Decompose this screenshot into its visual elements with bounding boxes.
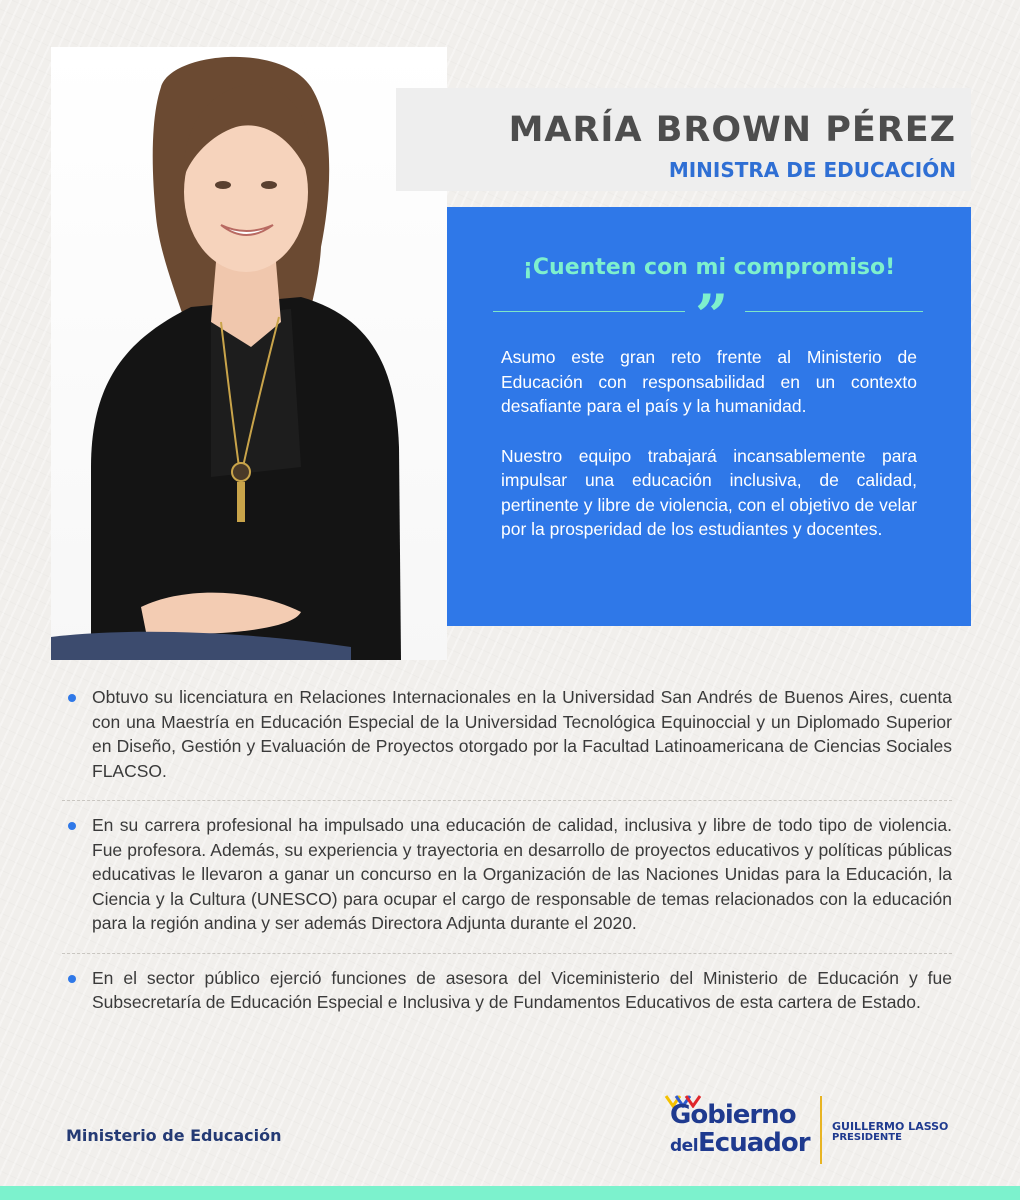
quote-title: ¡Cuenten con mi compromiso! — [522, 255, 896, 280]
divider — [62, 953, 952, 954]
divider — [62, 800, 952, 801]
logo-line-2-main: Ecuador — [698, 1128, 810, 1158]
government-logo — [656, 1088, 966, 1168]
logo-line-2-small: del — [670, 1136, 699, 1156]
quote-paragraph: Asumo este gran reto frente al Ministerio de Educación con responsabilidad en un contexto desafiante para el país y la humanidad. — [501, 347, 917, 416]
quote-box — [447, 207, 971, 626]
logo-line-1: Gobierno — [670, 1100, 796, 1130]
bullet-dot-icon — [68, 694, 76, 702]
quote-body — [501, 345, 917, 567]
minister-name: MARÍA BROWN PÉREZ — [508, 110, 956, 150]
quote-mark-icon: ” — [695, 282, 729, 350]
minister-role: MINISTRA DE EDUCACIÓN — [668, 158, 956, 182]
quote-divider-right — [745, 311, 923, 312]
quote-divider-left — [493, 311, 685, 312]
list-item — [62, 685, 952, 783]
president-title: PRESIDENTE — [832, 1132, 902, 1143]
biography-list — [62, 685, 952, 1015]
quote-paragraph: Nuestro equipo trabajará incansablemente para impulsar una educación inclusiva, de calidad, pertinente y libre de violencia, con el objetivo de velar por la prosperidad de los estudiantes y docentes. — [501, 445, 917, 539]
logo-separator — [820, 1096, 822, 1164]
bullet-dot-icon — [68, 975, 76, 983]
ministry-label: Ministerio de Educación — [66, 1126, 282, 1145]
logo-line-2 — [670, 1130, 810, 1156]
list-item — [62, 813, 952, 936]
footer-accent-bar — [0, 1186, 1020, 1200]
list-item-text: En su carrera profesional ha impulsado una educación de calidad, inclusiva y libre de todo tipo de violencia. Fue profesora. Además, su experiencia y trayectoria en desarrollo de proyectos educativos y políticas públicas educativas le llevaron a ganar un concurso en la Organización de las Naciones Unidas para la Educación, la Ciencia y la Cultura (UNESCO) para ocupar el cargo de responsable de temas relacionados con la educación para la región andina y ser además Directora Adjunta durante el 2020. — [92, 815, 952, 933]
portrait-photo — [51, 47, 447, 660]
bullet-dot-icon — [68, 822, 76, 830]
president-name: GUILLERMO LASSO — [832, 1120, 949, 1133]
list-item-text: Obtuvo su licenciatura en Relaciones Internacionales en la Universidad San Andrés de Buenos Aires, cuenta con una Maestría en Educación Especial de la Universidad Tecnológica Equinoccial y un Diplomado Superior en Diseño, Gestión y Evaluación de Proyectos otorgado por la Facultad Latinoamericana de Ciencias Sociales FLACSO. — [92, 687, 952, 781]
list-item-text: En el sector público ejerció funciones de asesora del Viceministerio del Ministerio de Educación y fue Subsecretaría de Educación Especial e Inclusiva y de Fundamentos Educativos de esta cartera de Estado. — [92, 967, 952, 1012]
list-item — [62, 966, 952, 1015]
